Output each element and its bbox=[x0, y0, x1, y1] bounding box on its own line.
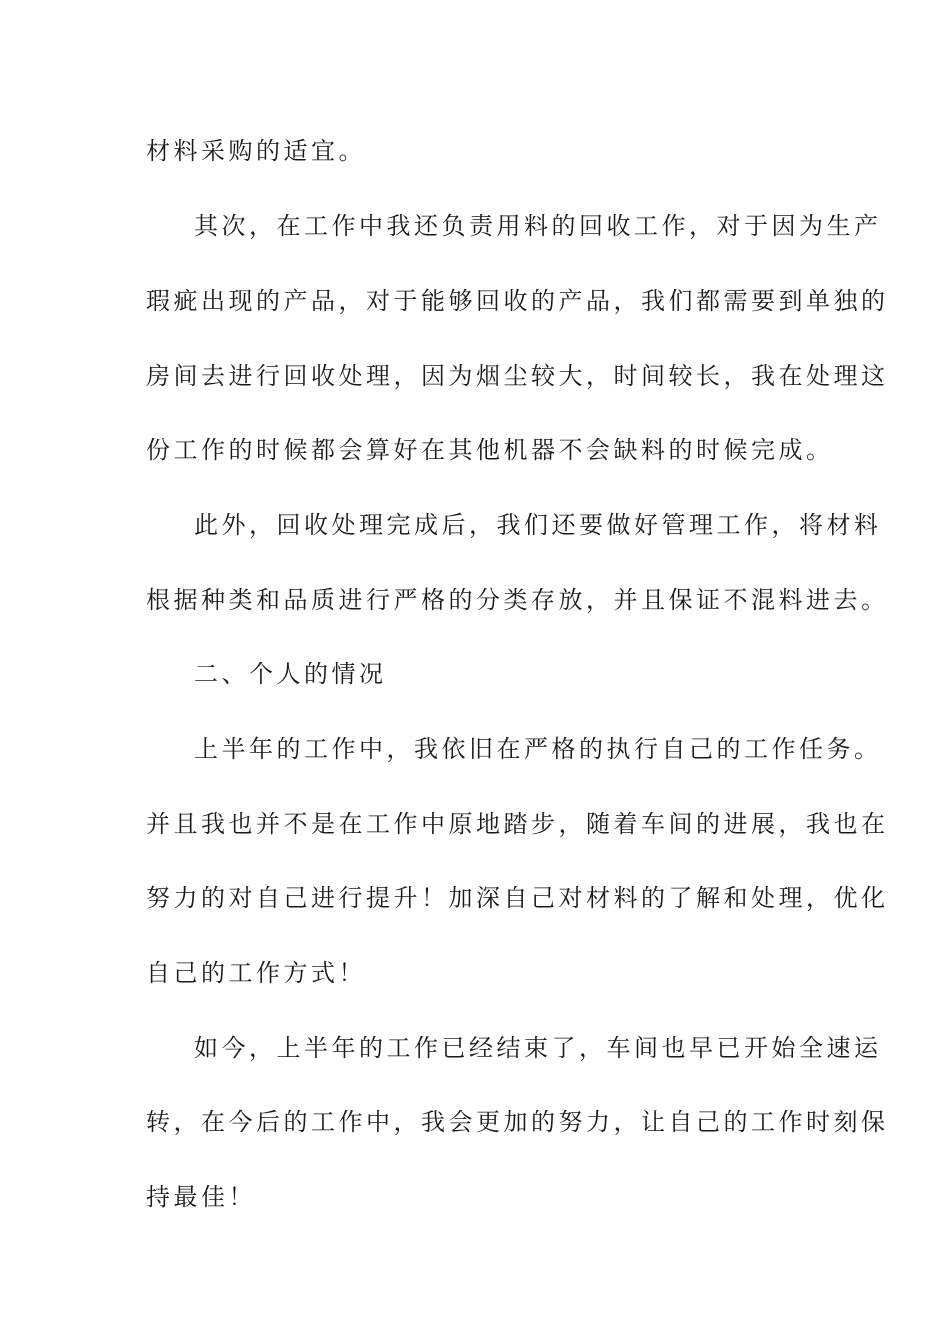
text-line: 自己的工作方式！ bbox=[146, 959, 366, 987]
text-line: 份工作的时候都会算好在其他机器不会缺料的时候完成。 bbox=[146, 436, 834, 464]
text-line: 并且我也并不是在工作中原地踏步，随着车间的进展，我也在 bbox=[146, 810, 889, 838]
text-line: 转，在今后的工作中，我会更加的努力，让自己的工作时刻保 bbox=[146, 1108, 889, 1136]
paragraph-first-line: 此外，回收处理完成后，我们还要做好管理工作，将材料 bbox=[194, 511, 882, 539]
paragraph-first-line: 上半年的工作中，我依旧在严格的执行自己的工作任务。 bbox=[194, 735, 882, 763]
text-line: 房间去进行回收处理，因为烟尘较大，时间较长，我在处理这 bbox=[146, 362, 889, 390]
paragraph-first-line: 如今，上半年的工作已经结束了，车间也早已开始全速运 bbox=[194, 1034, 882, 1062]
text-line: 根据种类和品质进行严格的分类存放，并且保证不混料进去。 bbox=[146, 586, 889, 614]
text-line: 瑕疵出现的产品，对于能够回收的产品，我们都需要到单独的 bbox=[146, 287, 889, 315]
text-line: 材料采购的适宜。 bbox=[146, 137, 366, 165]
paragraph-first-line: 其次，在工作中我还负责用料的回收工作，对于因为生产 bbox=[194, 212, 882, 240]
text-line: 持最佳！ bbox=[146, 1183, 256, 1211]
section-heading: 二、个人的情况 bbox=[194, 660, 387, 688]
text-line: 努力的对自己进行提升！加深自己对材料的了解和处理，优化 bbox=[146, 884, 889, 912]
